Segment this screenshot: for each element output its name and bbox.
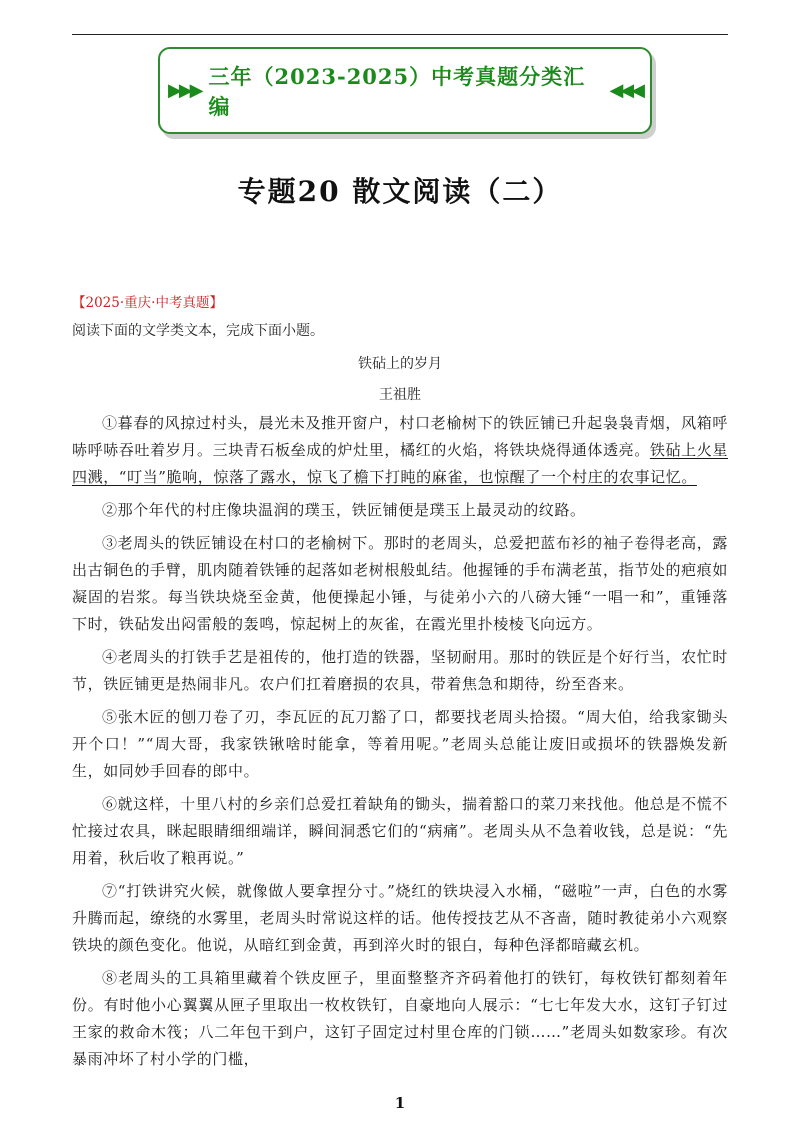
header-rule (72, 34, 728, 35)
paragraph-6: ⑥就这样，十里八村的乡亲们总爱扛着缺角的锄头，揣着豁口的菜刀来找他。他总是不慌不忙接过农具，眯起眼睛细细端详，瞬间洞悉它们的“病痛”。老周头从不急着收钱，总是说：“先用着，秋后收了粮再说。” (72, 795, 728, 867)
paragraph-3: ③老周头的铁匠铺设在村口的老榆树下。那时的老周头，总爱把蓝布衫的袖子卷得老高，露出古铜色的手臂，肌肉随着铁锤的起落如老树根般虬结。他握锤的手布满老茧，指节处的疤痕如凝固的岩浆。每当铁块烧至金黄，他便操起小锤，与徒弟小六的八磅大锤“一唱一和”，重锤落下时，铁砧发出闷雷般的轰鸣，惊起树上的灰雀，在霞光里扑棱棱飞向远方。 (72, 534, 728, 633)
series-banner (158, 47, 652, 134)
right-arrows-icon: ▶▶▶ (168, 80, 201, 101)
article-author: 王祖胜 (379, 387, 421, 403)
paragraph-7: ⑦“打铁讲究火候，就像做人要拿捏分寸。”烧红的铁块浸入水桶，“磁啦”一声，白色的水雾升腾而起，缭绕的水雾里，老周头时常说这样的话。他传授技艺从不吝啬，随时教徒弟小六观察铁块的颜色变化。他说，从暗红到金黄，再到淬火时的银白，每种色泽都暗藏玄机。 (72, 882, 728, 954)
source-tag: 【2025·重庆·中考真题】 (72, 295, 223, 311)
underlined-sentence: 铁砧上火星四溅，“叮当”脆响，惊落了露水，惊飞了檐下打盹的麻雀，也惊醒了一个村庄的农事记忆。 (72, 441, 728, 486)
paragraph-1-text: ①暮春的风掠过村头，晨光未及推开窗户，村口老榆树下的铁匠铺已升起袅袅青烟，风箱呼哧呼哧吞吐着岁月。三块青石板垒成的炉灶里，橘红的火焰，将铁块烧得通体透亮。 (72, 414, 728, 459)
instruction-text: 阅读下面的文学类文本，完成下面小题。 (72, 323, 324, 339)
page-title: 专题20 散文阅读（二） (237, 175, 563, 208)
paragraph-2: ②那个年代的村庄像块温润的璞玉，铁匠铺便是璞玉上最灵动的纹路。 (102, 501, 586, 519)
article-body (72, 410, 728, 1079)
article-title: 铁砧上的岁月 (358, 356, 442, 372)
paragraph-4: ④老周头的打铁手艺是祖传的，他打造的铁器，坚韧耐用。那时的铁匠是个好行当，农忙时节，铁匠铺更是热闹非凡。农户们扛着磨损的农具，带着焦急和期待，纷至沓来。 (72, 648, 728, 693)
banner-title: 三年（2023-2025）中考真题分类汇编 (208, 63, 586, 119)
paragraph-5: ⑤张木匠的刨刀卷了刃，李瓦匠的瓦刀豁了口，都要找老周头拾掇。“周大伯，给我家锄头开个口！”“周大哥，我家铁锹啥时能拿，等着用呢。”老周头总能让废旧或损坏的铁器焕发新生，如同妙手回春的郎中。 (72, 708, 728, 780)
page-number: 1 (394, 1094, 406, 1112)
paragraph-1 (72, 410, 728, 491)
left-arrows-icon: ◀◀◀ (609, 80, 642, 101)
paragraph-8: ⑧老周头的工具箱里藏着个铁皮匣子，里面整整齐齐码着他打的铁钉，每枚铁钉都刻着年份。有时他小心翼翼从匣子里取出一枚枚铁钉，自豪地向人展示：“七七年发大水，这钉子钉过王家的救命木筏；八二年包干到户，这钉子固定过村里仓库的门锁……”老周头如数家珍。有次暴雨冲坏了村小学的门槛， (72, 969, 728, 1068)
